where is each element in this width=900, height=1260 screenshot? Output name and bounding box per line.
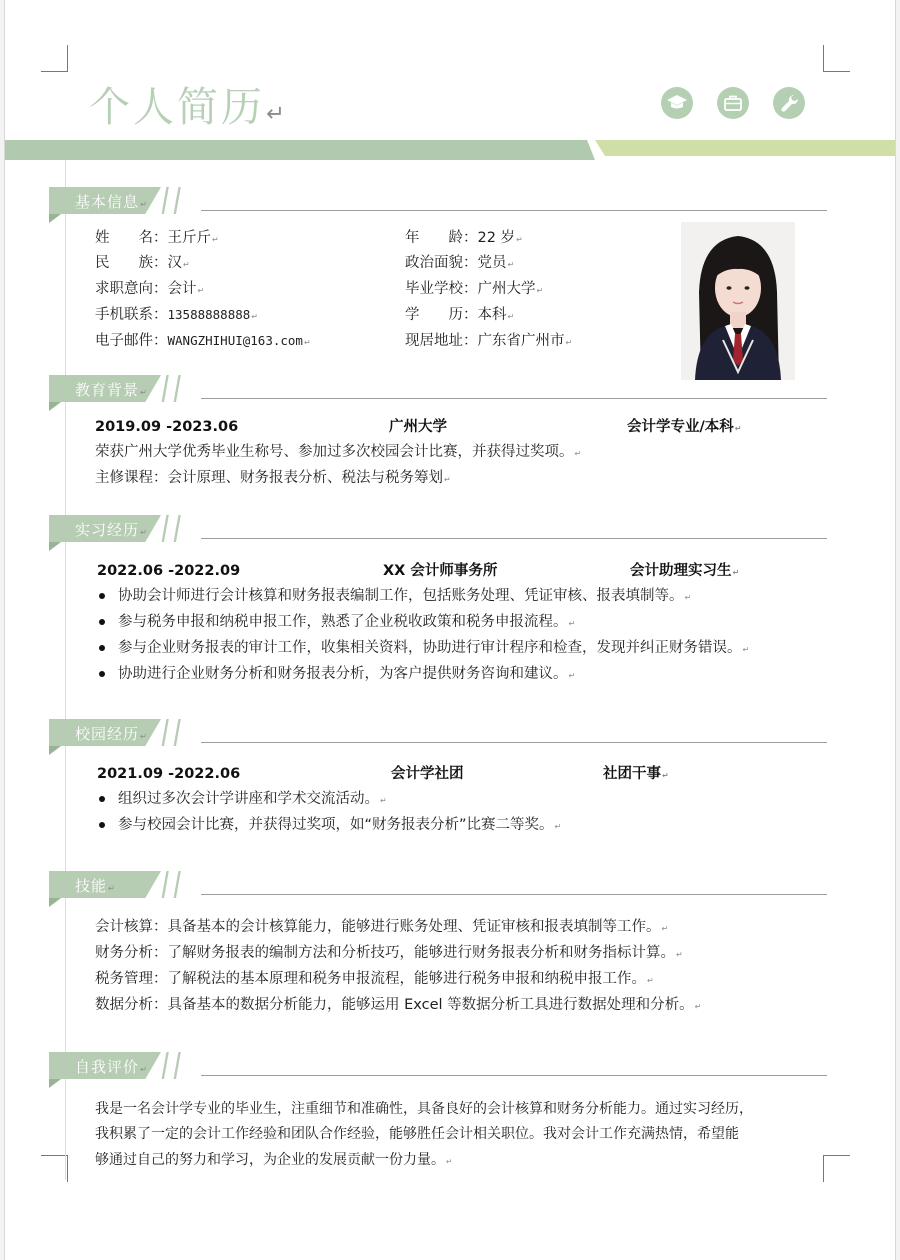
info-email: 电子邮件：WANGZHIHUI@163.com↵ [95,333,311,349]
info-political-status: 政治面貌：党员↵ [405,255,515,271]
internship-bullet: 参与税务申报和纳税申报工作，熟悉了企业税收政策和税务申报流程。↵ [118,614,576,630]
internship-bullet: 参与企业财务报表的审计工作，收集相关资料，协助进行审计程序和检查，发现并纠正财务错误。↵ [118,640,750,656]
section-header-stripe [161,187,173,214]
left-rule [65,160,66,1180]
internship-org: XX 会计师事务所 [383,563,498,579]
graduation-cap-icon [661,87,693,119]
section-divider [201,894,827,895]
bullet-dot [99,822,105,828]
section-divider [201,1075,827,1076]
section-header-fold [49,746,61,755]
section-divider [201,538,827,539]
section-title-self-evaluation: 自我评价↵ [75,1058,148,1076]
section-header-fold [49,214,61,223]
bullet-dot [99,593,105,599]
crop-mark-bottom-right [823,1155,850,1182]
education-school: 广州大学 [389,419,447,435]
section-title-education: 教育背景↵ [75,381,148,399]
section-title-internship: 实习经历↵ [75,521,148,539]
section-header-stripe [161,871,173,898]
section-divider [201,210,827,211]
section-header-stripe [161,719,173,746]
section-header-stripe [173,1052,185,1079]
resume-title: 个人简历↵ [89,83,288,131]
internship-bullet: 协助进行企业财务分析和财务报表分析，为客户提供财务咨询和建议。↵ [118,666,576,682]
self-evaluation-line: 我积累了一定的会计工作经验和团队合作经验，能够胜任会计相关职位。我对会计工作充满热情，希望能 [95,1126,739,1142]
campus-period: 2021.09 -2022.06 [97,766,241,782]
self-evaluation-line: 够通过自己的努力和学习，为企业的发展贡献一份力量。↵ [95,1152,453,1168]
crop-mark-top-right [823,45,850,72]
section-title-campus: 校园经历↵ [75,725,148,743]
education-line: 主修课程：会计原理、财务报表分析、税法与税务筹划↵ [95,470,451,486]
skill-line: 会计核算：具备基本的会计核算能力，能够进行账务处理、凭证审核和报表填制等工作。↵ [95,919,669,935]
section-header-stripe [161,375,173,402]
header-band-green [5,140,595,160]
internship-role: 会计助理实习生↵ [630,563,740,579]
info-phone: 手机联系：13588888888↵ [95,307,258,323]
section-title-skills: 技能↵ [75,877,116,895]
crop-mark-bottom-left [41,1155,68,1182]
bullet-dot [99,796,105,802]
section-title-basic-info: 基本信息↵ [75,193,148,211]
section-divider [201,398,827,399]
section-header-stripe [173,515,185,542]
education-period: 2019.09 -2023.06 [95,419,239,435]
campus-bullet: 组织过多次会计学讲座和学术交流活动。↵ [118,791,387,807]
skill-line: 财务分析：了解财务报表的编制方法和分析技巧，能够进行财务报表分析和财务指标计算。↵ [95,945,683,961]
section-header-fold [49,542,61,551]
section-header-fold [49,898,61,907]
resume-page [4,0,896,1260]
bullet-dot [99,619,105,625]
section-header-stripe [173,719,185,746]
section-header-fold [49,402,61,411]
internship-period: 2022.06 -2022.09 [97,563,241,579]
education-major: 会计学专业/本科↵ [627,419,742,435]
campus-org: 会计学社团 [391,766,464,782]
info-degree: 学 历：本科↵ [405,307,515,323]
info-address: 现居地址：广东省广州市↵ [405,333,573,349]
campus-bullet: 参与校园会计比赛，并获得过奖项，如“财务报表分析”比赛二等奖。↵ [118,817,562,833]
internship-bullet: 协助会计师进行会计核算和财务报表编制工作，包括账务处理、凭证审核、报表填制等。↵ [118,588,692,604]
crop-mark-top-left [41,45,68,72]
bullet-dot [99,645,105,651]
profile-photo [681,222,795,380]
info-school: 毕业学校：广州大学↵ [405,281,544,297]
section-header-stripe [173,375,185,402]
campus-role: 社团干事↵ [603,766,669,782]
info-name: 姓 名：王斤斤↵ [95,230,219,246]
wrench-icon [773,87,805,119]
info-job-intention: 求职意向：会计↵ [95,281,205,297]
skill-line: 税务管理：了解税法的基本原理和税务申报流程，能够进行税务申报和纳税申报工作。↵ [95,971,654,987]
section-header-stripe [161,515,173,542]
info-age: 年 龄：22 岁↵ [405,230,523,246]
section-header-stripe [173,871,185,898]
info-ethnicity: 民 族：汉↵ [95,255,190,271]
header-band-lime [595,140,895,160]
bullet-dot [99,671,105,677]
education-line: 荣获广州大学优秀毕业生称号、参加过多次校园会计比赛，并获得过奖项。↵ [95,444,582,460]
skill-line: 数据分析：具备基本的数据分析能力，能够运用 Excel 等数据分析工具进行数据处理和分析。↵ [95,997,702,1013]
self-evaluation-line: 我是一名会计学专业的毕业生，注重细节和准确性，具备良好的会计核算和财务分析能力。通过实习经历， [95,1101,753,1117]
section-header-fold [49,1079,61,1088]
section-header-stripe [161,1052,173,1079]
section-divider [201,742,827,743]
briefcase-icon [717,87,749,119]
section-header-stripe [173,187,185,214]
